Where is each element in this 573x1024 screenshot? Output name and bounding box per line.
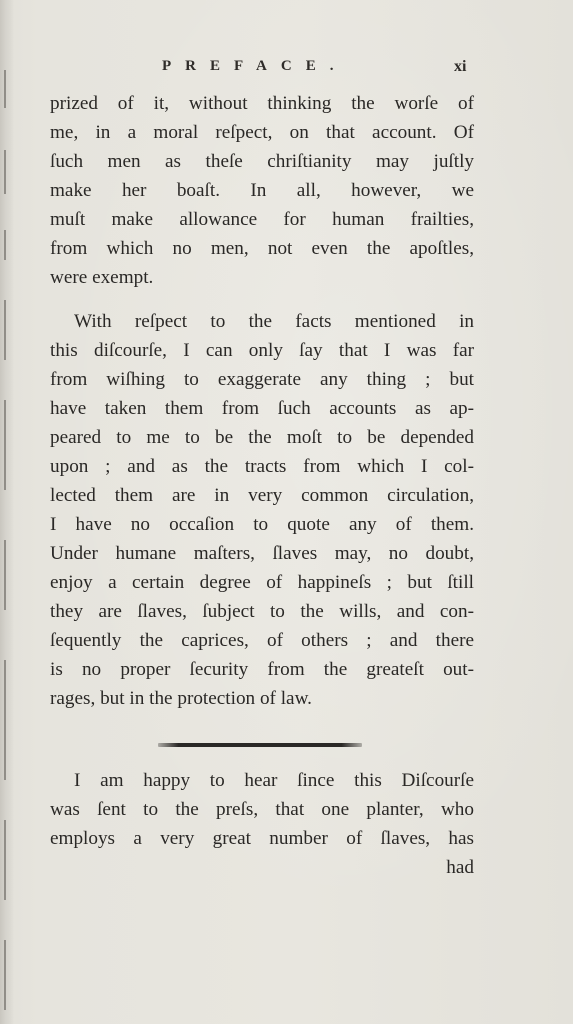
paragraph-3: [50, 766, 474, 882]
text-line: enjoy a certain degree of happineſs ; but ſtill: [50, 572, 474, 593]
text-line: they are ſlaves, ſubject to the wills, and con-: [50, 601, 474, 622]
text-line: With reſpect to the facts mentioned in: [74, 311, 474, 332]
text-line: me, in a moral reſpect, on that account. Of: [50, 122, 474, 143]
binding-mark: [4, 230, 6, 260]
binding-mark: [4, 660, 6, 780]
binding-mark: [4, 300, 6, 360]
page-gutter: [0, 0, 14, 1024]
binding-mark: [4, 820, 6, 900]
text-line: were exempt.: [50, 267, 154, 288]
running-head: PREFACE.: [162, 58, 348, 74]
text-line: peared to me to be the moſt to be depended: [50, 427, 474, 448]
paragraph-1: [50, 89, 474, 292]
text-line: I am happy to hear ſince this Diſcourſe: [74, 770, 474, 791]
text-line: employs a very great number of ſlaves, has: [50, 828, 474, 849]
text-line: muſt make allowance for human frailties,: [50, 209, 474, 230]
text-line: was ſent to the preſs, that one planter, who: [50, 799, 474, 820]
text-line: prized of it, without thinking the worſe of: [50, 93, 474, 114]
text-line: ſequently the caprices, of others ; and there: [50, 630, 474, 651]
binding-mark: [4, 400, 6, 490]
page-number: xi: [454, 58, 467, 75]
page-header: [0, 58, 573, 86]
binding-mark: [4, 540, 6, 610]
text-line: make her boaſt. In all, however, we: [50, 180, 474, 201]
binding-mark: [4, 150, 6, 194]
text-line: lected them are in very common circulation,: [50, 485, 474, 506]
text-line: ſuch men as theſe chriſtianity may juſtly: [50, 151, 474, 172]
catchword: had: [446, 857, 474, 878]
text-line: rages, but in the protection of law.: [50, 688, 312, 709]
section-divider: [158, 743, 362, 747]
text-line: upon ; and as the tracts from which I col-: [50, 456, 474, 477]
text-line: have taken them from ſuch accounts as ap-: [50, 398, 474, 419]
text-line: Under humane maſters, ſlaves may, no doubt,: [50, 543, 474, 564]
text-line: I have no occaſion to quote any of them.: [50, 514, 474, 535]
text-line: from wiſhing to exaggerate any thing ; but: [50, 369, 474, 390]
binding-mark: [4, 940, 6, 1010]
paragraph-2: [50, 307, 474, 713]
text-line: is no proper ſecurity from the greateſt out-: [50, 659, 474, 680]
text-line: this diſcourſe, I can only ſay that I was far: [50, 340, 474, 361]
text-line: from which no men, not even the apoſtles,: [50, 238, 474, 259]
